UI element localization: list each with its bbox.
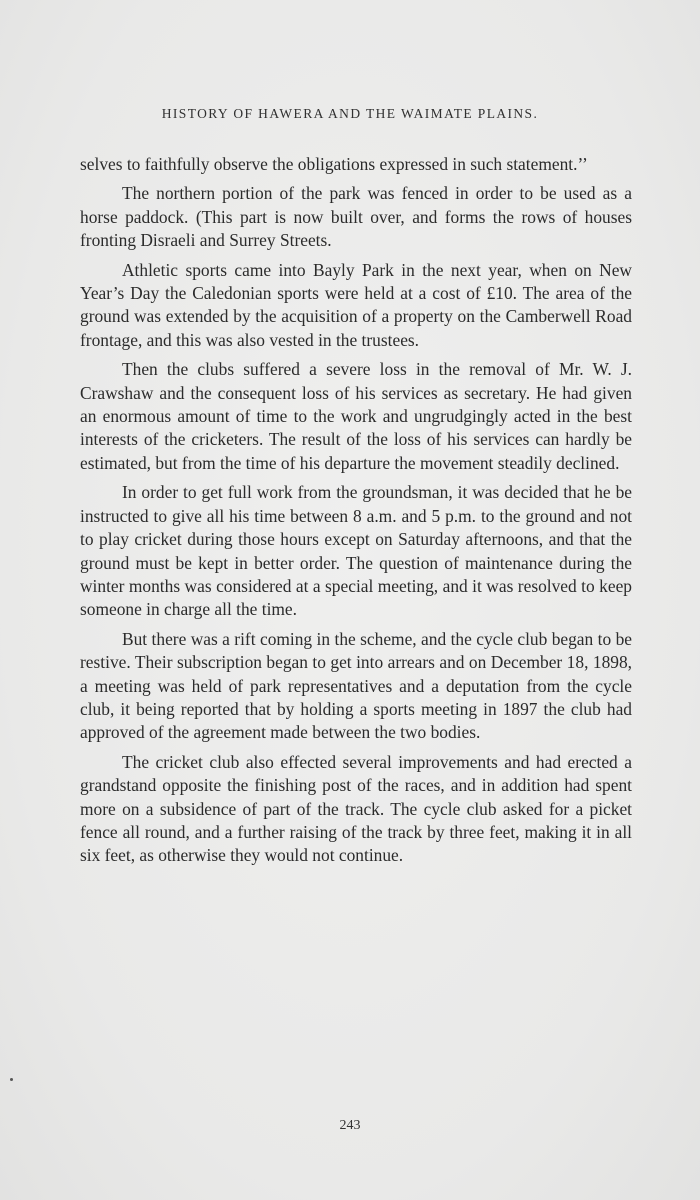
paragraph: Then the clubs suffered a severe loss in the removal of Mr. W. J. Crawshaw and the consequent loss of his services as secretary. He had given an enormous amount of time to the work and ungrudgingly acted in the best interests of the cricketers. The result of the loss of his services can hardly be estimated, but from the time of his departure the movement steadily declined. <box>80 359 632 473</box>
paragraph: selves to faithfully observe the obligations expressed in such statement.’’ <box>80 154 588 174</box>
paragraph: The northern portion of the park was fenced in order to be used as a horse paddock. (This part is now built over, and forms the rows of houses fronting Disraeli and Surrey Streets. <box>80 183 632 251</box>
paragraph: The cricket club also effected several improvements and had erected a grandstand opposite the finishing post of the races, and in addition had spent more on a subsidence of part of the track. The cycle club asked for a picket fence all round, and a further raising of the track by three feet, making it in all six feet, as otherwise they would not continue. <box>80 751 632 866</box>
running-header: HISTORY OF HAWERA AND THE WAIMATE PLAINS. <box>161 106 539 121</box>
paragraph: In order to get full work from the groundsman, it was decided that he be instructed to give all his time between 8 a.m. and 5 p.m. to the ground and not to play cricket during those hours except on Saturday afternoons, and that the ground must be kept in better order. The question of maintenance during the winter months was considered at a special meeting, and it was resolved to keep someone in charge all the time. <box>80 482 632 620</box>
body-text <box>80 153 632 874</box>
paragraph: Athletic sports came into Bayly Park in the next year, when on New Year’s Day the Caledonian sports were held at a cost of £10. The area of the ground was extended by the acquisition of a property on the Camberwell Road frontage, and this was also vested in the trustees. <box>80 259 632 350</box>
ink-speck <box>10 1078 13 1081</box>
paragraph: But there was a rift coming in the scheme, and the cycle club began to be restive. Their subscription began to get into arrears and on December 18, 1898, a meeting was held of park representatives and a deputation from the cycle club, it being reported that by holding a sports meeting in 1897 the club had approved of the agreement made between the two bodies. <box>80 628 632 743</box>
page-number: 243 <box>339 1118 361 1133</box>
